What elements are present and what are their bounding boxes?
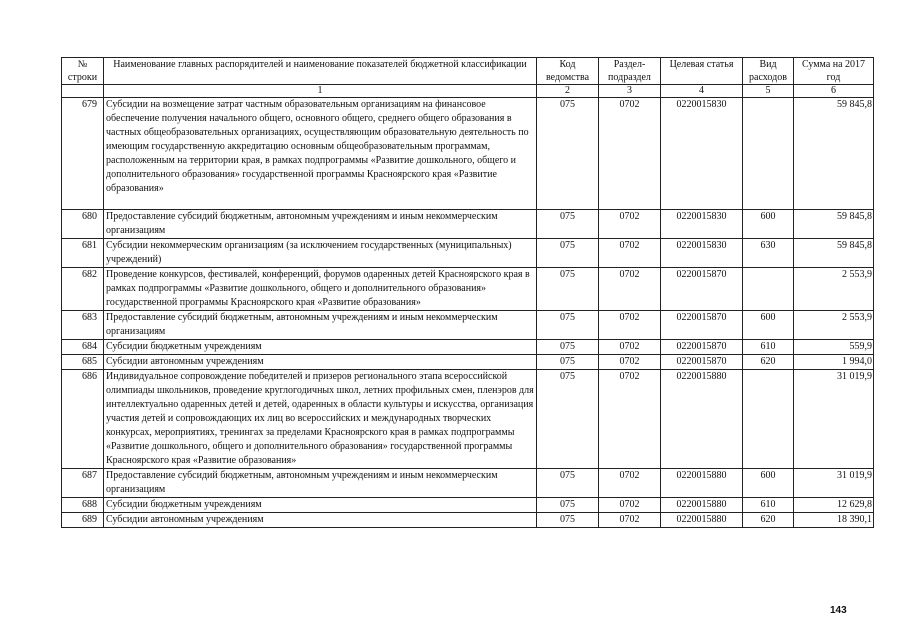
row-num: 682 xyxy=(62,268,104,311)
row-sum: 2 553,9 xyxy=(794,311,874,340)
column-index-row xyxy=(62,85,874,98)
row-dept: 075 xyxy=(537,239,599,268)
row-num: 689 xyxy=(62,513,104,528)
table-row xyxy=(62,355,874,370)
row-dept: 075 xyxy=(537,268,599,311)
row-section: 0702 xyxy=(599,210,661,239)
row-sum: 2 553,9 xyxy=(794,268,874,311)
table-row xyxy=(62,239,874,268)
row-section: 0702 xyxy=(599,340,661,355)
row-num: 685 xyxy=(62,355,104,370)
row-name: Субсидии автономным учреждениям xyxy=(104,355,537,370)
col-header-name: Наименование главных распорядителей и наименование показателей бюджетной классификации xyxy=(104,58,537,85)
row-name: Предоставление субсидий бюджетным, автономным учреждениям и иным некоммерческим организациям xyxy=(104,311,537,340)
row-name: Проведение конкурсов, фестивалей, конференций, форумов одаренных детей Красноярского края в рамках подпрограммы «Развитие дошкольного, общего и дополнительного образования» государственной программы Красноярского края «Развитие образования» xyxy=(104,268,537,311)
row-num: 680 xyxy=(62,210,104,239)
row-target: 0220015830 xyxy=(661,239,743,268)
row-kind: 600 xyxy=(743,469,794,498)
row-name: Индивидуальное сопровождение победителей и призеров регионального этапа всероссийской олимпиады школьников, проведение круглогодичных школ, летних профильных смен, пленэров для интеллектуально одаренных детей и детей, одаренных в области культуры и искусства, организация участия детей и сопровождающих их лиц во всероссийских и международных творческих конкурсах, мероприятиях, тренингах за пределами Красноярского края в рамках подпрограммы «Развитие дошкольного, общего и дополнительного образования» государственной программы Красноярского края «Развитие образования» xyxy=(104,370,537,469)
table-row xyxy=(62,498,874,513)
row-dept: 075 xyxy=(537,311,599,340)
row-name: Субсидии автономным учреждениям xyxy=(104,513,537,528)
col-index: 5 xyxy=(743,85,794,98)
row-name: Субсидии бюджетным учреждениям xyxy=(104,340,537,355)
row-section: 0702 xyxy=(599,355,661,370)
row-name: Субсидии бюджетным учреждениям xyxy=(104,498,537,513)
row-section: 0702 xyxy=(599,370,661,469)
col-index: 3 xyxy=(599,85,661,98)
row-kind: 620 xyxy=(743,355,794,370)
row-sum: 59 845,8 xyxy=(794,98,874,210)
row-section: 0702 xyxy=(599,268,661,311)
row-kind xyxy=(743,370,794,469)
row-dept: 075 xyxy=(537,355,599,370)
table-row xyxy=(62,513,874,528)
row-dept: 075 xyxy=(537,340,599,355)
row-target: 0220015830 xyxy=(661,98,743,210)
table-row xyxy=(62,210,874,239)
page-number: 143 xyxy=(830,605,847,616)
row-kind xyxy=(743,98,794,210)
row-kind: 610 xyxy=(743,340,794,355)
row-kind: 620 xyxy=(743,513,794,528)
table-row xyxy=(62,311,874,340)
row-kind: 600 xyxy=(743,210,794,239)
row-name: Субсидии некоммерческим организациям (за исключением государственных (муниципальных) учреждений) xyxy=(104,239,537,268)
col-header-section: Раздел- подраздел xyxy=(599,58,661,85)
col-index: 2 xyxy=(537,85,599,98)
table-row xyxy=(62,370,874,469)
row-sum: 59 845,8 xyxy=(794,210,874,239)
header-row xyxy=(62,58,874,85)
row-target: 0220015880 xyxy=(661,469,743,498)
row-dept: 075 xyxy=(537,469,599,498)
row-target: 0220015870 xyxy=(661,311,743,340)
row-section: 0702 xyxy=(599,498,661,513)
col-index-empty xyxy=(62,85,104,98)
row-dept: 075 xyxy=(537,513,599,528)
row-dept: 075 xyxy=(537,210,599,239)
row-kind: 610 xyxy=(743,498,794,513)
row-kind: 630 xyxy=(743,239,794,268)
table-row xyxy=(62,98,874,210)
row-target: 0220015880 xyxy=(661,370,743,469)
row-section: 0702 xyxy=(599,239,661,268)
row-num: 684 xyxy=(62,340,104,355)
row-target: 0220015880 xyxy=(661,498,743,513)
row-section: 0702 xyxy=(599,513,661,528)
col-header-kind: Вид расходов xyxy=(743,58,794,85)
row-target: 0220015880 xyxy=(661,513,743,528)
row-kind xyxy=(743,268,794,311)
col-index: 4 xyxy=(661,85,743,98)
row-num: 681 xyxy=(62,239,104,268)
row-target: 0220015830 xyxy=(661,210,743,239)
row-dept: 075 xyxy=(537,370,599,469)
table-row xyxy=(62,340,874,355)
table-row xyxy=(62,469,874,498)
row-sum: 1 994,0 xyxy=(794,355,874,370)
row-name: Субсидии на возмещение затрат частным образовательным организациям на финансовое обеспечение получения начального общего, основного общего, среднего общего образования в частных общеобразовательных организациях, осуществляющим образовательную деятельность по имеющим государственную аккредитацию основным общеобразовательным программам, расположенным на территории края, в рамках подпрограммы «Развитие дошкольного, общего и дополнительного образования» государственной программы Красноярского края «Развитие образования» xyxy=(104,98,537,210)
row-kind: 600 xyxy=(743,311,794,340)
row-sum: 18 390,1 xyxy=(794,513,874,528)
table-row xyxy=(62,268,874,311)
row-section: 0702 xyxy=(599,469,661,498)
row-sum: 31 019,9 xyxy=(794,469,874,498)
row-section: 0702 xyxy=(599,311,661,340)
row-target: 0220015870 xyxy=(661,340,743,355)
col-index: 6 xyxy=(794,85,874,98)
col-header-target: Целевая статья xyxy=(661,58,743,85)
row-sum: 59 845,8 xyxy=(794,239,874,268)
row-section: 0702 xyxy=(599,98,661,210)
row-name: Предоставление субсидий бюджетным, автономным учреждениям и иным некоммерческим организациям xyxy=(104,469,537,498)
col-header-dept: Код ведомства xyxy=(537,58,599,85)
col-header-sum: Сумма на 2017 год xyxy=(794,58,874,85)
row-name: Предоставление субсидий бюджетным, автономным учреждениям и иным некоммерческим организациям xyxy=(104,210,537,239)
row-dept: 075 xyxy=(537,98,599,210)
row-target: 0220015870 xyxy=(661,268,743,311)
row-num: 686 xyxy=(62,370,104,469)
row-sum: 31 019,9 xyxy=(794,370,874,469)
row-num: 683 xyxy=(62,311,104,340)
row-sum: 12 629,8 xyxy=(794,498,874,513)
budget-table xyxy=(61,57,874,528)
col-index: 1 xyxy=(104,85,537,98)
row-dept: 075 xyxy=(537,498,599,513)
row-num: 687 xyxy=(62,469,104,498)
row-sum: 559,9 xyxy=(794,340,874,355)
row-num: 688 xyxy=(62,498,104,513)
row-target: 0220015870 xyxy=(661,355,743,370)
row-num: 679 xyxy=(62,98,104,210)
col-header-num: № строки xyxy=(62,58,104,85)
